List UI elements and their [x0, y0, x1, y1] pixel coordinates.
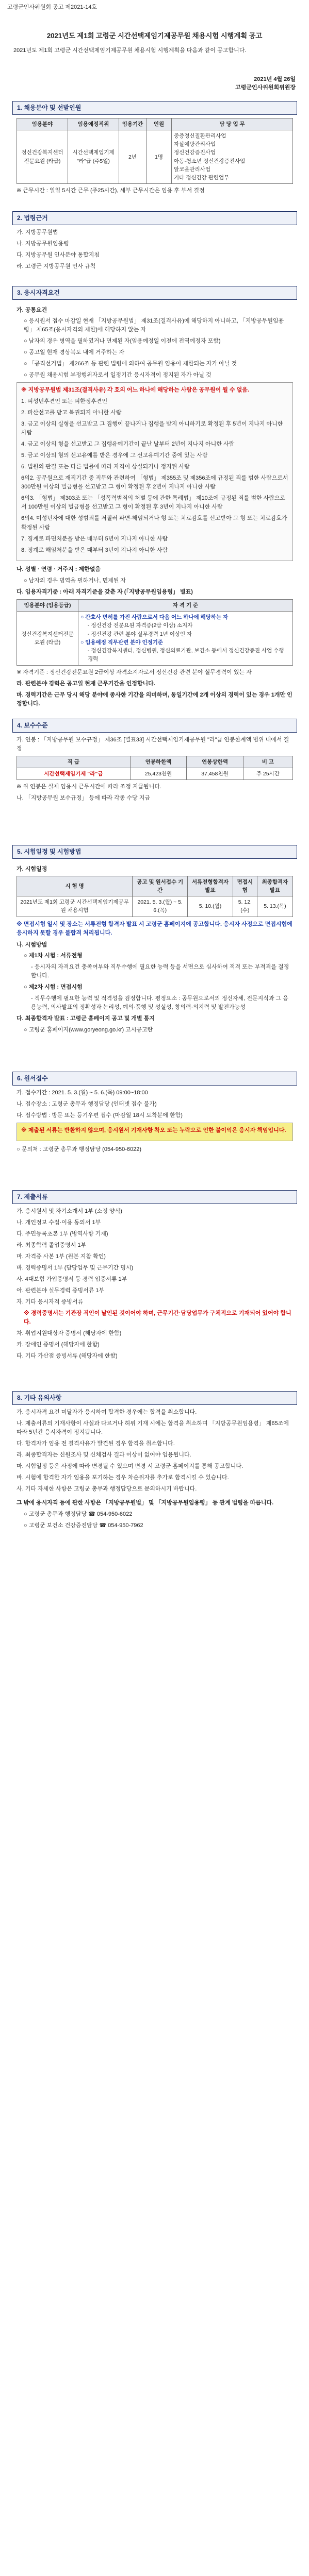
- duty-item: 중증정신질환관리사업: [174, 132, 226, 139]
- note-item: 바. 시험에 합격한 자가 임용을 포기하는 경우 차순위자를 추가로 합격시킬 수 있습니다.: [17, 1474, 229, 1481]
- table-header: 연봉상한액: [187, 756, 243, 768]
- subheading: 라. 관련분야 경력은 공고일 현재 근무기간을 인정합니다.: [17, 680, 155, 687]
- table-cell: 25,423천원: [130, 768, 186, 779]
- issuing-organization: 고령군인사위원회위원장: [235, 84, 296, 91]
- salary-line: 가. 연봉 : 「지방공무원 보수규정」 제36조 [별표33] 시간선택제임기제공무원 "라"급 연봉한계액 범위 내에서 결정: [17, 736, 289, 752]
- disqualification-item: 7. 징계로 파면처분을 받은 때부터 5년이 지나지 아니한 사람: [21, 535, 168, 542]
- table-header: 임용분야: [17, 118, 68, 130]
- section-heading: 1. 채용분야 및 선발인원: [12, 101, 297, 115]
- application-item: 나. 접수장소 : 고령군 총무과 행정담당 (인터넷 접수 불가): [17, 1100, 157, 1107]
- table-cell: 정신건강복지센터전문요원 (라급): [17, 130, 68, 184]
- table-header: 공고 및 원서접수 기간: [133, 876, 188, 896]
- note-item: 가. 응시자격 요건 미달자가 응시하여 합격한 경우에는 합격을 취소합니다.: [17, 1409, 197, 1415]
- duty-item: 알코올관리사업: [174, 166, 211, 173]
- disqualification-item: 6. 법원의 판결 또는 다른 법률에 따라 자격이 상실되거나 정지된 사람: [21, 464, 190, 470]
- table-cell: 시간선택제임기제 "라"급: [17, 768, 131, 779]
- work-hours-note: ※ 근무시간 : 일일 5시간 근무 (주25시간), 세부 근무시간은 임용 후 부서 결정: [17, 188, 205, 194]
- table-header: 담 당 업 무: [172, 118, 293, 130]
- application-warning: [17, 1123, 293, 1141]
- requirement-item: ○ 「공직선거법」 제266조 등 관련 법령에 의하여 공무원 임용이 제한되는 자가 아닐 것: [24, 360, 237, 367]
- contact-info: ○ 문의처 : 고령군 총무과 행정담당 (054-950-6022): [17, 1146, 142, 1153]
- announcement-number: 고령군인사위원회 공고 제2021-14호: [7, 4, 97, 10]
- duty-item: 자살예방관리사업: [174, 141, 216, 148]
- requirement-item: ○ 응시원서 접수 마감일 현재 「지방공무원법」 제31조(결격사유)에 해당하지 아니하고, 「지방공무원임용령」 제65조(응시자격의 제한)에 해당하지 않는 자: [24, 317, 284, 333]
- exam-stage: ○ 제1차 시험 : 서류전형: [24, 952, 83, 959]
- contact-line: ○ 고령군 보건소 건강증진담당 ☎ 054-950-7962: [24, 1522, 143, 1529]
- section-legal-basis: [12, 211, 297, 274]
- table-header: 시 험 명: [17, 876, 133, 896]
- table-cell: 5. 10.(월): [188, 896, 233, 917]
- disqualification-box: [17, 382, 293, 561]
- section-heading: 3. 응시자격요건: [12, 286, 297, 300]
- table-cell: 1명: [147, 130, 172, 184]
- homepage-link[interactable]: ○ 고령군 홈페이지(www.goryeong.go.kr) 고시공고란: [24, 1027, 153, 1033]
- disqualification-item: 2. 파산선고를 받고 복권되지 아니한 사람: [21, 410, 122, 416]
- duties-cell: [172, 130, 293, 184]
- law-item: 라. 고령군 지방공무원 인사 규칙: [17, 263, 96, 269]
- note-item: 다. 합격자가 임용 전 결격사유가 발견된 경우 합격을 취소합니다.: [17, 1440, 175, 1447]
- document-item: 타. 기타 가산점 증빙서류 (해당자에 한함): [17, 1353, 118, 1360]
- exam-stage-desc: - 직무수행에 필요한 능력 및 적격성을 검정합니다. 평정요소 : 공무원으로서의 정신자세, 전문지식과 그 응용능력, 의사발표의 정확성과 논리성, 예의·품행 및 성실성, 창의력·의지력 및 발전가능성: [31, 995, 288, 1011]
- warning-text: ※ 제출된 서류는 반환하지 않으며, 응시원서 기재사항 착오 또는 누락으로 인한 불이익은 응시자 책임입니다.: [21, 1127, 286, 1133]
- disqualification-title: ※ 지방공무원법 제31조(결격사유) 각 호의 어느 하나에 해당하는 사람은 공무원이 될 수 없음.: [21, 386, 249, 393]
- recruitment-table: [17, 118, 293, 184]
- document-item: 나. 개인정보 수집·이용 동의서 1부: [17, 1219, 101, 1226]
- salary-note: ※ 위 연봉은 실제 임용시 근무시간에 따라 조정 지급됩니다.: [17, 784, 162, 790]
- announcement-date: 2021년 4월 26일: [254, 76, 296, 82]
- interview-notice: ※ 면접시험 일시 및 장소는 서류전형 합격자 발표 시 고령군 홈페이지에 공고합니다. 응시자 사정으로 면접시험에 응시하지 못할 경우 불합격 처리됩니다.: [17, 921, 292, 936]
- document-item: 마. 자격증 사본 1부 (원본 지참 확인): [17, 1253, 106, 1260]
- disqualification-item: 6의4. 미성년자에 대한 성범죄를 저질러 파면·해임되거나 형 또는 치료감호를 선고받아 그 형 또는 치료감호가 확정된 사람: [21, 515, 287, 531]
- disqualification-item: 6의2. 공무원으로 재직기간 중 직무와 관련하여 「형법」 제355조 및 제356조에 규정된 죄를 범한 사람으로서 300만원 이상의 벌금형을 선고받고 그 형이 확정된 후 2년이 지나지 아니한 사람: [21, 475, 288, 490]
- table-cell: 주 25시간: [243, 768, 292, 779]
- qualification-item: - 정신건강 전문요원 자격증(2급 이상) 소지자: [88, 622, 193, 629]
- subheading: 가. 시험일정: [17, 866, 47, 872]
- table-cell: 5. 13.(목): [257, 896, 292, 917]
- document-item: 다. 주민등록초본 1부 (병역사항 기재): [17, 1230, 108, 1237]
- table-header: 자 격 기 준: [78, 599, 293, 611]
- subheading: 다. 최종합격자 발표 : 고령군 홈페이지 공고 및 개별 통지: [17, 1015, 155, 1022]
- document-item: 가. 응시원서 및 자기소개서 1부 (소정 양식): [17, 1208, 122, 1214]
- exam-stage: ○ 제2차 시험 : 면접시험: [24, 984, 83, 990]
- disqualification-item: 1. 피성년후견인 또는 피한정후견인: [21, 398, 108, 404]
- requirement-item: ○ 남자의 경우 병역을 필하거나, 면제된 자: [24, 577, 126, 584]
- section-application: [12, 1072, 297, 1157]
- section-notes: [12, 1391, 297, 1533]
- section-recruitment: [12, 101, 297, 198]
- documents-note: ※ 경력증명서는 기관장 직인이 날인된 것이어야 하며, 근무기간·담당업무가 구체적으로 기재되어 있어야 합니다.: [24, 1310, 291, 1326]
- document-item: 자. 기타 응시자격 증빙서류: [17, 1298, 84, 1305]
- disqualification-item: 5. 금고 이상의 형의 선고유예를 받은 경우에 그 선고유예기간 중에 있는 사람: [21, 452, 208, 459]
- table-header: 서류전형합격자 발표: [188, 876, 233, 896]
- table-cell: 2021년도 제1회 고령군 시간선택제임기제공무원 채용시험: [17, 896, 133, 917]
- schedule-table: [17, 876, 293, 917]
- salary-table: [17, 756, 293, 781]
- table-header: 임용분야 (임용등급): [17, 599, 78, 611]
- requirement-item: ○ 공고일 현재 경상북도 내에 거주하는 자: [24, 349, 124, 355]
- section-qualifications: [12, 286, 297, 711]
- table-header: 최종합격자발표: [257, 876, 292, 896]
- table-cell: 2년: [119, 130, 147, 184]
- section-heading: 5. 시험일정 및 시험방법: [12, 845, 297, 859]
- table-cell: 시간선택제임기제 "라"급 (주5일): [68, 130, 119, 184]
- qualification-table: [17, 599, 293, 666]
- duty-item: 기타 정신건강 관련업무: [174, 175, 230, 181]
- disqualification-item: 6의3. 「형법」 제303조 또는 「성폭력범죄의 처벌 등에 관한 특례법」 제10조에 규정된 죄를 범한 사람으로서 100만원 이상의 벌금형을 선고받고 그 형이 확정된 후 3년이 지나지 아니한 사람: [21, 495, 286, 511]
- section-documents: [12, 1190, 297, 1363]
- law-item: 가. 지방공무원법: [17, 229, 58, 235]
- qualification-item: - 정신건강 관련 분야 실무경력 1년 이상인 자: [88, 631, 192, 637]
- closing-statement: 그 밖에 응시자격 등에 관한 사항은 「지방공무원법」 및 「지방공무원임용령」 등 관계 법령을 따릅니다.: [17, 1499, 274, 1506]
- table-header: 연봉하한액: [130, 756, 186, 768]
- table-cell: 2021. 5. 3.(월) ~ 5. 6.(목): [133, 896, 188, 917]
- document-item: 카. 장애인 증명서 (해당자에 한함): [17, 1342, 100, 1348]
- application-item: 가. 접수기간 : 2021. 5. 3.(월) ~ 5. 6.(목) 09:00~18:00: [17, 1089, 148, 1096]
- section-heading: 7. 제출서류: [12, 1190, 297, 1204]
- subheading: 마. 경력기간은 근무 당시 해당 분야에 종사한 기간을 의미하며, 동일기간에 2개 이상의 경력이 있는 경우 1개만 인정합니다.: [17, 691, 292, 707]
- section-heading: 2. 법령근거: [12, 211, 297, 225]
- law-item: 다. 지방공무원 인사분야 통합지침: [17, 251, 100, 258]
- table-cell: 37,458천원: [187, 768, 243, 779]
- law-item: 나. 지방공무원임용령: [17, 240, 69, 247]
- section-heading: 4. 보수수준: [12, 719, 297, 733]
- document-item: 라. 최종학력 졸업증명서 1부: [17, 1242, 87, 1248]
- announcement-title: 2021년도 제1회 고령군 시간선택제임기제공무원 채용시험 시행계획 공고: [46, 32, 263, 40]
- application-item: 다. 접수방법 : 방문 또는 등기우편 접수 (마감일 18시 도착분에 한함): [17, 1112, 183, 1118]
- table-header: 임용기간: [119, 118, 147, 130]
- subheading: 다. 임용자격기준 : 아래 자격기준을 갖춘 자 (「지방공무원임용령」 별표): [17, 588, 193, 595]
- disqualification-item: 4. 금고 이상의 형을 선고받고 그 집행유예기간이 끝난 날부터 2년이 지나지 아니한 사람: [21, 441, 235, 448]
- section-heading: 6. 원서접수: [12, 1072, 297, 1086]
- table-header: 임용예정직위: [68, 118, 119, 130]
- note-item: 라. 최종합격자는 신원조사 및 신체검사 결과 이상이 없어야 임용됩니다.: [17, 1451, 191, 1458]
- section-schedule: [12, 845, 297, 1037]
- table-header: 인원: [147, 118, 172, 130]
- subheading: 가. 공통요건: [17, 307, 47, 313]
- subheading: 나. 성별 · 연령 · 거주지 : 제한없음: [17, 566, 101, 572]
- subheading: 나. 시험방법: [17, 941, 47, 948]
- duty-item: 정신건강증진사업: [174, 149, 216, 156]
- disqualification-item: 3. 금고 이상의 실형을 선고받고 그 집행이 끝나거나 집행을 받지 아니하기로 확정된 후 5년이 지나지 아니한 사람: [21, 421, 283, 436]
- duty-item: 아동·청소년 정신건강증진사업: [174, 158, 246, 164]
- salary-line: 나. 「지방공무원 보수규정」 등에 따라 각종 수당 지급: [17, 795, 150, 802]
- table-cell: 5. 12.(수): [233, 896, 257, 917]
- qualification-item: - 정신건강복지센터, 정신병원, 정신의료기관, 보건소 등에서 정신건강증진 사업 수행 경력: [88, 648, 284, 663]
- requirement-item: ○ 남자의 경우 병역을 필하였거나 면제된 자(임용예정일 이전에 전역예정자 포함): [24, 337, 221, 344]
- requirement-item: ○ 공무원 채용시험 부정행위자로서 일정기간 응시자격이 정지된 자가 아닐 것: [24, 371, 212, 378]
- note-item: 사. 기타 자세한 사항은 고령군 총무과 행정담당으로 문의하시기 바랍니다.: [17, 1485, 197, 1492]
- qualification-item: ○ 간호사 면허를 가진 사람으로서 다음 어느 하나에 해당하는 자: [80, 614, 229, 621]
- section-salary: [12, 719, 297, 805]
- disqualification-item: 8. 징계로 해임처분을 받은 때부터 3년이 지나지 아니한 사람: [21, 547, 168, 553]
- intro-paragraph: 2021년도 제1회 고령군 시간선택제임기제공무원 채용시험 시행계획을 다음과 같이 공고합니다.: [13, 47, 247, 54]
- section-heading: 8. 기타 유의사항: [12, 1391, 297, 1405]
- table-header: 면접시험: [233, 876, 257, 896]
- note-item: 마. 시험일정 등은 사정에 따라 변경될 수 있으며 변경 시 고령군 홈페이지를 통해 공고합니다.: [17, 1463, 243, 1469]
- table-header: 직 급: [17, 756, 131, 768]
- document-item: 차. 취업지원대상자 증명서 (해당자에 한함): [17, 1330, 122, 1337]
- document-item: 사. 4대보험 가입증명서 등 경력 입증서류 1부: [17, 1276, 127, 1282]
- document-item: 아. 관련분야 실무경력 증빙서류 1부: [17, 1287, 105, 1294]
- table-header: 비 고: [243, 756, 292, 768]
- table-cell: 정신건강복지센터전문요원 (라급): [17, 612, 78, 666]
- document-item: 바. 경력증명서 1부 (담당업무 및 근무기간 명시): [17, 1264, 134, 1271]
- qualification-note: ※ 자격기준 : 정신건강전문요원 2급이상 자격소지자로서 정신건강 관련 분야 실무경력이 있는 자: [17, 669, 252, 675]
- note-item: 나. 제출서류의 기재사항이 사실과 다르거나 허위 기재 시에는 합격을 취소하며 「지방공무원임용령」 제65조에 따라 5년간 응시자격이 정지됩니다.: [17, 1420, 289, 1435]
- contact-line: ○ 고령군 총무과 행정담당 ☎ 054-950-6022: [24, 1511, 133, 1518]
- qualification-cell: [78, 612, 293, 666]
- qualification-item: ○ 임용예정 직무관련 분야 인정기준: [80, 639, 164, 646]
- exam-stage-desc: - 응시자의 자격요건 충족여부와 직무수행에 필요한 능력 등을 서면으로 심사하여 적격 또는 부적격을 결정합니다.: [31, 963, 289, 979]
